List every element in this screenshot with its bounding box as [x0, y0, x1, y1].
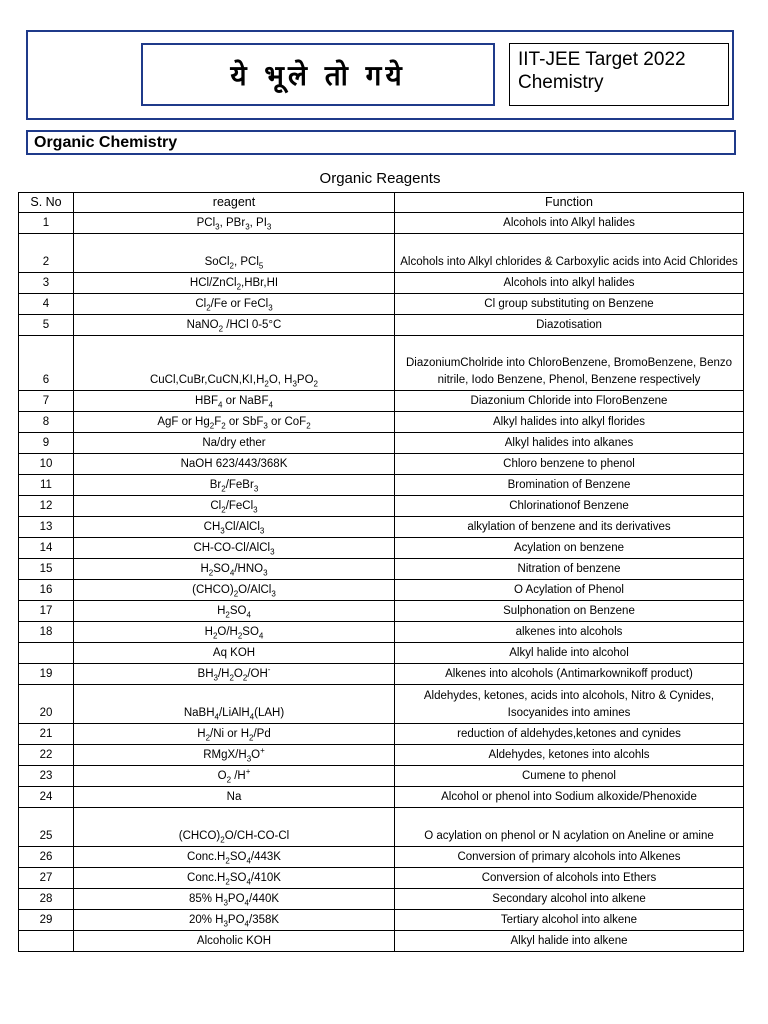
cell-reagent: $CH_3Cl/AlCl_3$	[74, 517, 395, 538]
cell-sno: 12	[19, 496, 74, 517]
cell-reagent: $H_2SO_4/HNO_3$	[74, 559, 395, 580]
cell-reagent: NaOH 623/443/368K	[74, 454, 395, 475]
table-row	[19, 433, 744, 454]
cell-sno: 17	[19, 601, 74, 622]
cell-reagent: $O_2$ /H+	[74, 766, 395, 787]
cell-function: Diazotisation	[395, 315, 744, 336]
table-row	[19, 273, 744, 294]
table-body	[19, 213, 744, 952]
table-row	[19, 391, 744, 412]
column-header-function: Function	[395, 193, 744, 213]
table-row	[19, 517, 744, 538]
table-row	[19, 766, 744, 787]
table-row	[19, 412, 744, 433]
cell-function: Cl group substituting on Benzene	[395, 294, 744, 315]
table-header-row	[19, 193, 744, 213]
table-row	[19, 601, 744, 622]
table-row	[19, 685, 744, 724]
cell-sno: 19	[19, 664, 74, 685]
cell-reagent: $Cl_2/Fe$ or FeCl$_3$	[74, 294, 395, 315]
table-row	[19, 538, 744, 559]
cell-sno: 13	[19, 517, 74, 538]
cell-sno: 27	[19, 868, 74, 889]
cell-reagent: CH-CO-Cl/AlCl$_3$	[74, 538, 395, 559]
cell-function: Alkyl halide into alkene	[395, 931, 744, 952]
cell-function: Alcohol or phenol into Sodium alkoxide/Phenoxide	[395, 787, 744, 808]
cell-sno: 11	[19, 475, 74, 496]
table-row	[19, 910, 744, 931]
cell-sno: 18	[19, 622, 74, 643]
cell-sno: 8	[19, 412, 74, 433]
table-row	[19, 496, 744, 517]
target-title: IIT-JEE Target 2022	[518, 49, 686, 70]
cell-reagent: $Br_2/FeBr_3$	[74, 475, 395, 496]
cell-reagent: Na/dry ether	[74, 433, 395, 454]
reagents-table	[18, 192, 744, 952]
table-row	[19, 787, 744, 808]
cell-function: Alkyl halides into alkanes	[395, 433, 744, 454]
table-row	[19, 336, 744, 391]
subject-label: Chemistry	[518, 72, 604, 93]
table-row	[19, 889, 744, 910]
cell-sno: 10	[19, 454, 74, 475]
cell-function: Secondary alcohol into alkene	[395, 889, 744, 910]
cell-function: Cumene to phenol	[395, 766, 744, 787]
cell-reagent: Alcoholic KOH	[74, 931, 395, 952]
table-row	[19, 475, 744, 496]
cell-function: Tertiary alcohol into alkene	[395, 910, 744, 931]
column-header-reagent: reagent	[74, 193, 395, 213]
table-row	[19, 808, 744, 847]
cell-function: alkenes into alcohols	[395, 622, 744, 643]
table-row	[19, 847, 744, 868]
hindi-title: ये भूले तो गये	[230, 58, 406, 92]
cell-sno	[19, 643, 74, 664]
cell-function: Alkyl halides into alkyl florides	[395, 412, 744, 433]
table-row	[19, 664, 744, 685]
cell-reagent: PCl$_3$, PBr$_3$, $PI_3$	[74, 213, 395, 234]
cell-function: Alcohols into Alkyl halides	[395, 213, 744, 234]
table-row	[19, 745, 744, 766]
cell-sno: 1	[19, 213, 74, 234]
cell-function: DiazoniumCholride into ChloroBenzene, BromoBenzene, Benzo nitrile, Iodo Benzene, Phenol, Benzene respectively	[395, 336, 744, 391]
table-row	[19, 454, 744, 475]
cell-reagent: Na	[74, 787, 395, 808]
cell-function: Aldehydes, ketones, acids into alcohols, Nitro & Cynides, Isocyanides into amines	[395, 685, 744, 724]
cell-reagent: $Conc.H_2SO_4/410K$	[74, 868, 395, 889]
table-row	[19, 931, 744, 952]
cell-sno: 3	[19, 273, 74, 294]
column-header-sno: S. No	[19, 193, 74, 213]
cell-sno: 23	[19, 766, 74, 787]
cell-reagent: $Conc.H_2SO_4/443K$	[74, 847, 395, 868]
cell-reagent: $BH_3/H_2O_2/OH^-$	[74, 664, 395, 685]
cell-reagent: $CuCl,CuBr,CuCN,KI,H_2O$, $H_3PO_2$	[74, 336, 395, 391]
cell-function: Alcohols into alkyl halides	[395, 273, 744, 294]
table-row	[19, 559, 744, 580]
cell-reagent: AgF or $Hg_2F_2$ or SbF$_3$ or CoF$_2$	[74, 412, 395, 433]
cell-function: Acylation on benzene	[395, 538, 744, 559]
cell-function: Chloro benzene to phenol	[395, 454, 744, 475]
cell-reagent: $H_2O/H_2SO_4$	[74, 622, 395, 643]
cell-function: Alcohols into Alkyl chlorides & Carboxylic acids into Acid Chlorides	[395, 234, 744, 273]
cell-sno: 5	[19, 315, 74, 336]
cell-sno: 16	[19, 580, 74, 601]
cell-sno: 9	[19, 433, 74, 454]
cell-reagent: $(CHCO)_2O/CH-CO-Cl$	[74, 808, 395, 847]
cell-sno	[19, 931, 74, 952]
cell-sno: 24	[19, 787, 74, 808]
cell-function: Nitration of benzene	[395, 559, 744, 580]
cell-reagent: 20% $H_3PO_4/358K$	[74, 910, 395, 931]
cell-reagent: SoCl$_2$, PCl$_5$	[74, 234, 395, 273]
cell-function: O Acylation of Phenol	[395, 580, 744, 601]
cell-sno: 21	[19, 724, 74, 745]
cell-function: Chlorinationof Benzene	[395, 496, 744, 517]
table-row	[19, 580, 744, 601]
cell-reagent: HCl/ZnCl$_2$,HBr,HI	[74, 273, 395, 294]
target-box	[509, 43, 729, 106]
table-row	[19, 643, 744, 664]
cell-function: reduction of aldehydes,ketones and cynides	[395, 724, 744, 745]
cell-sno: 4	[19, 294, 74, 315]
cell-function: Sulphonation on Benzene	[395, 601, 744, 622]
cell-function: alkylation of benzene and its derivatives	[395, 517, 744, 538]
cell-sno: 28	[19, 889, 74, 910]
table-row	[19, 234, 744, 273]
cell-function: Diazonium Chloride into FloroBenzene	[395, 391, 744, 412]
table-row	[19, 315, 744, 336]
cell-reagent: RMgX/$H_3O^+$	[74, 745, 395, 766]
table-row	[19, 213, 744, 234]
cell-reagent: $HBF_4$ or NaBF$_4$	[74, 391, 395, 412]
cell-reagent: NaNO$_2$ /HCl 0-5°C	[74, 315, 395, 336]
cell-function: Conversion of alcohols into Ethers	[395, 868, 744, 889]
table-row	[19, 294, 744, 315]
cell-sno: 20	[19, 685, 74, 724]
cell-function: Bromination of Benzene	[395, 475, 744, 496]
cell-function: Alkenes into alcohols (Antimarkownikoff product)	[395, 664, 744, 685]
cell-sno: 6	[19, 336, 74, 391]
cell-function: Conversion of primary alcohols into Alkenes	[395, 847, 744, 868]
cell-sno: 2	[19, 234, 74, 273]
table-title: Organic Reagents	[319, 170, 441, 187]
cell-sno: 15	[19, 559, 74, 580]
table-row	[19, 724, 744, 745]
cell-reagent: $H_2/Ni$ or $H_2/Pd$	[74, 724, 395, 745]
cell-sno: 26	[19, 847, 74, 868]
table-row	[19, 868, 744, 889]
section-title: Organic Chemistry	[26, 130, 736, 155]
cell-reagent: NaBH$_4$/LiAlH$_4$(LAH)	[74, 685, 395, 724]
cell-reagent: $H_2SO_4$	[74, 601, 395, 622]
cell-function: Aldehydes, ketones into alcohls	[395, 745, 744, 766]
cell-reagent: Aq KOH	[74, 643, 395, 664]
cell-reagent: $(CHCO)_2O/AlCl_3$	[74, 580, 395, 601]
cell-function: Alkyl halide into alcohol	[395, 643, 744, 664]
cell-sno: 7	[19, 391, 74, 412]
table-row	[19, 622, 744, 643]
cell-reagent: 85% $H_3PO_4/440K$	[74, 889, 395, 910]
hindi-title-box	[141, 43, 495, 106]
cell-sno: 22	[19, 745, 74, 766]
cell-sno: 14	[19, 538, 74, 559]
cell-sno: 25	[19, 808, 74, 847]
cell-function: O acylation on phenol or N acylation on Aneline or amine	[395, 808, 744, 847]
cell-sno: 29	[19, 910, 74, 931]
cell-reagent: $Cl_2/FeCl_3$	[74, 496, 395, 517]
